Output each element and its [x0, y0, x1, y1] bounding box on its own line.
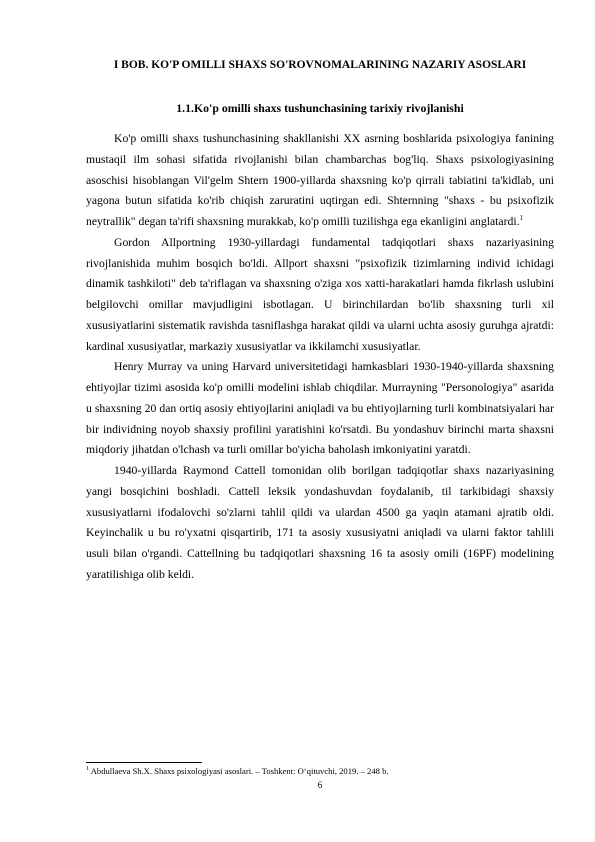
footnote-text: Abdullaeva Sh.X. Shaxs psixologiyasi asoslari. – Toshkent: O‘qituvchi, 2019. – 248 b.: [90, 766, 389, 776]
page-number: 6: [317, 780, 323, 790]
paragraph-2: Gordon Allportning 1930-yillardagi fundamental tadqiqotlari shaxs nazariyasining rivojlanishida muhim bosqich bo'ldi. Allport shaxsni "psixofizik tizimlarning individ ichidagi dinamik tashkiloti" deb ta'riflagan va shaxsning o'ziga xos xatti-harakatlari hamda fikrlash uslubini belgilovchi omillar mavjudligini isbotlagan. U birinchilardan bo'lib shaxsning turli xil xususiyatlarini sistematik ravishda tasniflashga harakat qildi va ularni uchta asosiy guruhga ajratdi: kardinal xususiyatlar, markaziy xususiyatlar va ikkilamchi xususiyatlar.: [86, 235, 554, 353]
chapter-title: I BOB. KO'P OMILLI SHAXS SO'ROVNOMALARINING NAZARIY ASOSLARI: [113, 59, 527, 71]
paragraph-4: 1940-yillarda Raymond Cattell tomonidan olib borilgan tadqiqotlar shaxs nazariyasining yangi bosqichini boshladi. Cattell leksik yondashuvdan foydalanib, til tarkibidagi shaxsiy xususiyatlarni ifodalovchi so'zlarni tahlil qildi va ulardan 4500 ga yaqin atamani ajratib oldi. Keyinchalik u bu ro'yxatni qisqartirib, 171 ta asosiy xususiyatni aniqladi va ularni faktor tahlili usuli bilan o'rgandi. Cattellning bu tadqiqotlari shaxsning 16 ta asosiy omili (16PF) modelining yaratilishiga olib keldi.: [86, 464, 554, 581]
paragraph-1: [86, 129, 554, 233]
footnote-divider: [86, 762, 202, 763]
body-text: [86, 129, 554, 586]
footnote-number: 1: [86, 766, 89, 773]
paragraph-1-text: Ko'p omilli shaxs tushunchasining shakllanishi XX asrning boshlarida psixologiya fanining mustaqil ilm sohasi sifatida rivojlanishi bilan chambarchas bog'liq. Shaxs psixologiyasining asoschisi hisoblangan Vil'gelm Shtern 1900-yillarda shaxsning ko'p qirrali tabiatini ta'kidlab, uni yagona butun sifatida ko'rib chiqish zaruratini uqtirgan edi. Shternning "shaxs - bu psixofizik neytrallik" degan ta'rifi shaxsning murakkab, ko'p omilli tuzilishga ega ekanligini anglatardi.: [86, 132, 554, 228]
section-title: 1.1.Ko'p omilli shaxs tushunchasining tarixiy rivojlanishi: [176, 101, 464, 115]
footnote: [86, 766, 554, 777]
footnote-reference[interactable]: 1: [519, 214, 524, 223]
paragraph-3: Henry Murray va uning Harvard universitetidagi hamkasblari 1930-1940-yillarda shaxsning ehtiyojlar tizimi asosida ko'p omilli modelini ishlab chiqdilar. Murrayning "Personologiya" asarida u shaxsning 20 dan ortiq asosiy ehtiyojlarini aniqladi va bu ehtiyojlarning turli kombinatsiyalari har bir individning noyob shaxsiy profilini yaratishini ko'rsatdi. Bu yondashuv birinchi marta shaxsni miqdoriy jihatdan o'lchash va turli omillar bo'yicha baholash imkoniyatini yaratdi.: [86, 360, 554, 457]
